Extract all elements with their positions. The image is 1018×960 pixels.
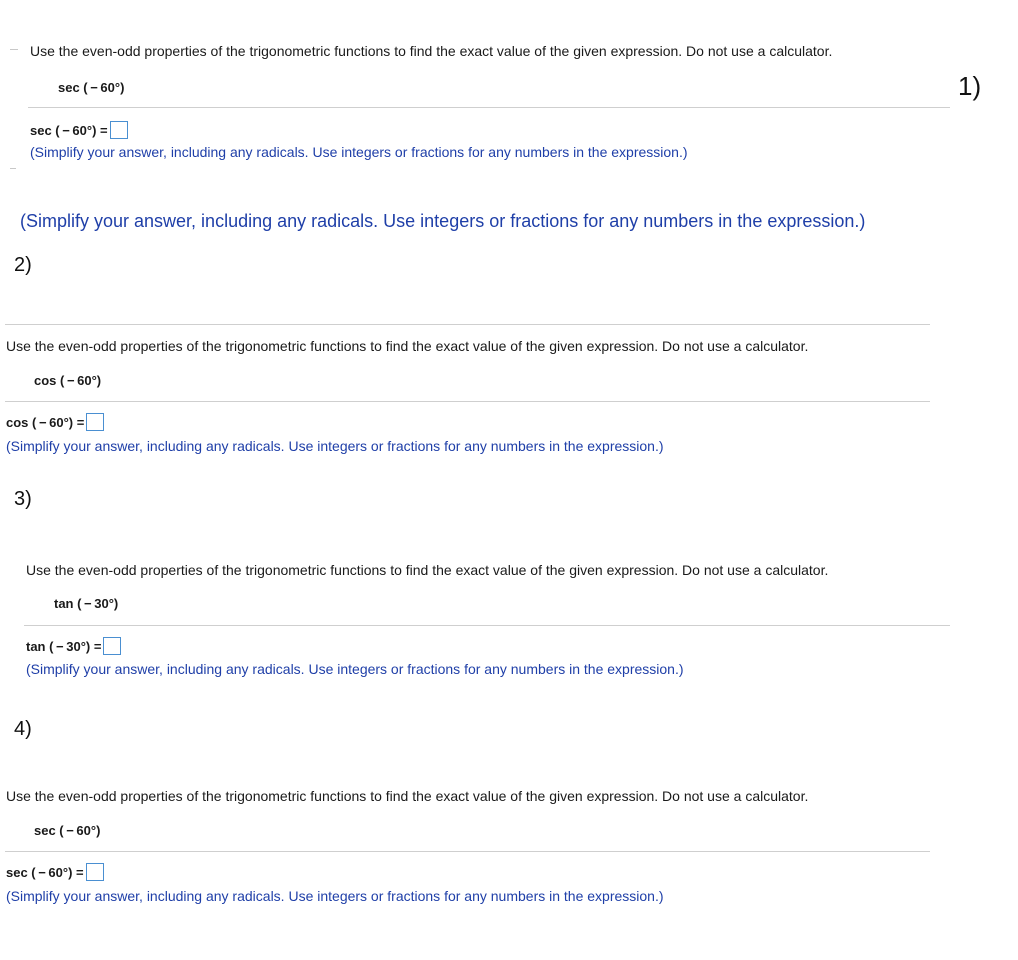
divider [5, 851, 930, 852]
problem-1-answer-input[interactable] [110, 121, 128, 139]
problem-1-answer-row [30, 121, 128, 139]
divider [28, 107, 950, 108]
divider [5, 401, 930, 402]
problem-3-hint: (Simplify your answer, including any radicals. Use integers or fractions for any numbers in the expression.) [26, 661, 684, 677]
problem-2-answer-prefix: cos ( − 60°) = [6, 414, 85, 430]
problem-4-instruction: Use the even-odd properties of the trigonometric functions to find the exact value of the given expression. Do not use a calculator. [6, 788, 809, 804]
problem-3-expression: tan ( − 30°) [54, 596, 119, 611]
problem-4-expression: sec ( − 60°) [34, 823, 101, 838]
standalone-hint: (Simplify your answer, including any radicals. Use integers or fractions for any numbers in the expression.) [20, 211, 866, 231]
problem-2-instruction: Use the even-odd properties of the trigonometric functions to find the exact value of the given expression. Do not use a calculator. [6, 338, 809, 354]
problem-1-expression: sec ( − 60°) [58, 80, 125, 95]
problem-1-hint: (Simplify your answer, including any radicals. Use integers or fractions for any numbers in the expression.) [30, 144, 688, 160]
problem-2-expression: cos ( − 60°) [34, 373, 102, 388]
problem-4-answer-input[interactable] [86, 863, 104, 881]
problem-2-hint: (Simplify your answer, including any radicals. Use integers or fractions for any numbers in the expression.) [6, 438, 664, 454]
divider [5, 324, 930, 325]
problem-2-number: 2) [14, 254, 32, 276]
problem-4-hint: (Simplify your answer, including any radicals. Use integers or fractions for any numbers in the expression.) [6, 888, 664, 904]
problem-1-number: 1) [958, 71, 982, 101]
problem-1-answer-prefix: sec ( − 60°) = [30, 122, 108, 138]
problem-3-answer-row [26, 637, 121, 655]
problem-1-instruction: Use the even-odd properties of the trigonometric functions to find the exact value of the given expression. Do not use a calculator. [30, 43, 833, 59]
problem-3-answer-prefix: tan ( − 30°) = [26, 638, 102, 654]
problem-3-number: 3) [14, 488, 32, 510]
problem-4-answer-row [6, 863, 104, 881]
separator-dash [10, 168, 16, 169]
problem-3-answer-input[interactable] [103, 637, 121, 655]
problem-4-answer-prefix: sec ( − 60°) = [6, 864, 84, 880]
divider [24, 625, 950, 626]
problem-3-instruction: Use the even-odd properties of the trigonometric functions to find the exact value of the given expression. Do not use a calculator. [26, 562, 829, 578]
problem-2-answer-row [6, 413, 104, 431]
problem-4-number: 4) [14, 718, 32, 740]
problem-2-answer-input[interactable] [86, 413, 104, 431]
separator-dash [10, 49, 18, 50]
